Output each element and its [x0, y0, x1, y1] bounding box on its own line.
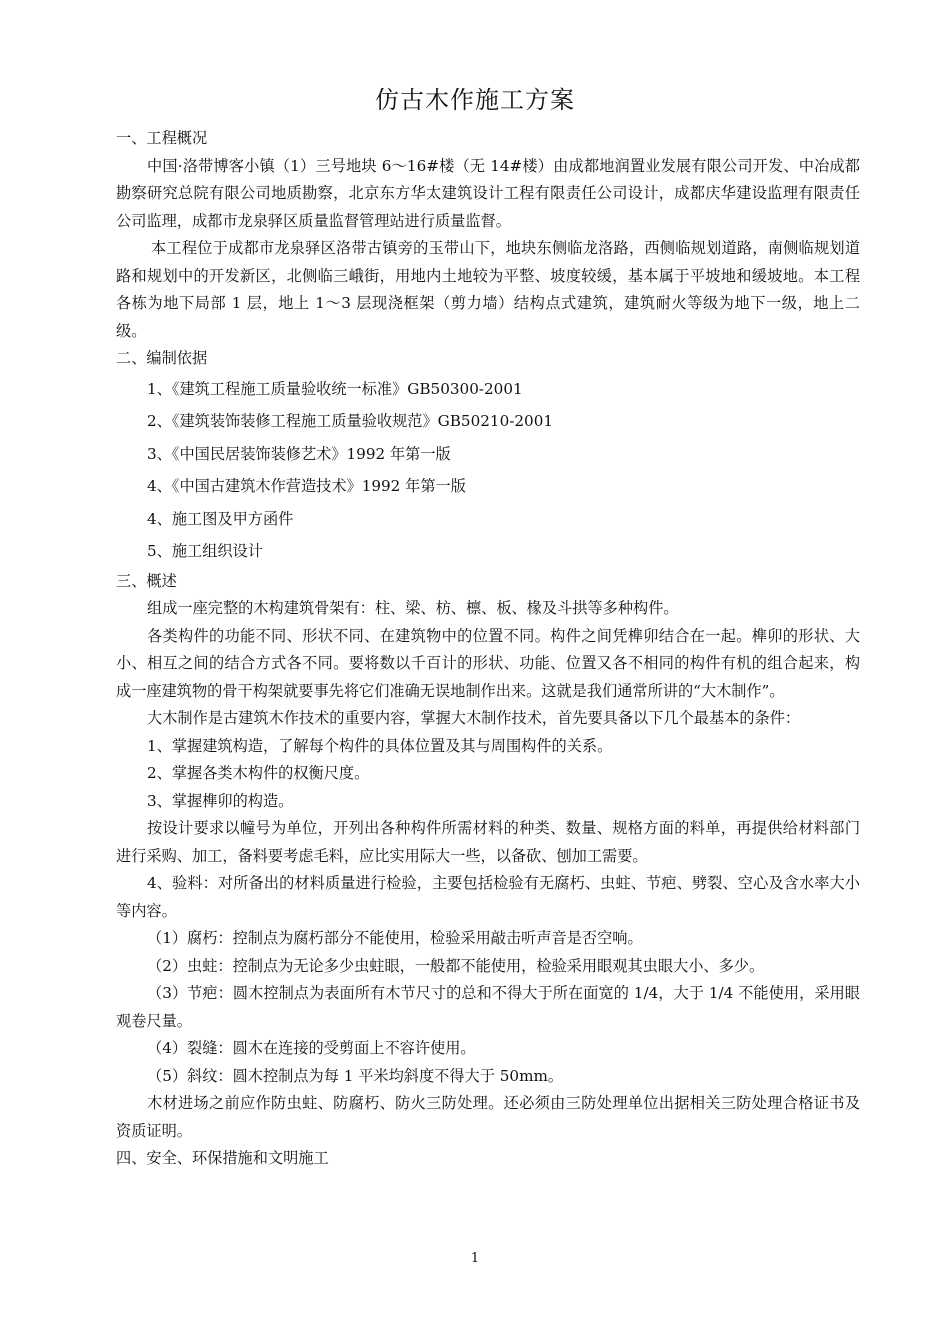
page-number: 1	[470, 1251, 480, 1266]
section-heading-overview: 一、工程概况	[116, 129, 208, 147]
document-title: 仿古木作施工方案	[375, 86, 575, 114]
inspection-item: （5）斜纹：圆木控制点为每 1 平米均斜度不得大于 50mm。	[147, 1066, 564, 1085]
condition-item: 2、掌握各类木构件的权衡尺度。	[147, 764, 370, 782]
reference-item: 4、《中国古建筑木作营造技术》1992 年第一版	[147, 477, 466, 495]
inspection-item: （4）裂缝：圆木在连接的受剪面上不容许使用。	[147, 1039, 476, 1057]
overview-paragraph-1: 中国·洛带博客小镇（1）三号地块 6～16#楼（无 14#楼）由成都地润置业发展有限公司开发、中冶成都勘察研究总院有限公司地质勘察，北京东方华太建筑设计工程有限责任公司设计，成都庆华建设监理有限责任公司监理，成都市龙泉驿区质量监督管理站进行质量监督。	[116, 156, 860, 230]
inspection-item: （3）节疤：圆木控制点为表面所有木节尺寸的总和不得大于所在面宽的 1/4，大于 1/4 不能使用，采用眼观卷尺量。	[116, 984, 860, 1030]
overview-paragraph-2: 本工程位于成都市龙泉驿区洛带古镇旁的玉带山下，地块东侧临龙洛路，西侧临规划道路，南侧临规划道路和规划中的开发新区，北侧临三峨街，用地内土地较为平整、坡度较缓，基本属于平坡地和缓坡地。本工程各栋为地下局部 1 层，地上 1～3 层现浇框架（剪力墙）结构点式建筑，建筑耐火等级为地下一级，地上二级。	[116, 239, 860, 340]
reference-item: 4、施工图及甲方函件	[147, 509, 294, 528]
summary-paragraph-3: 大木制作是古建筑木作技术的重要内容，掌握大木制作技术，首先要具备以下几个最基本的条件：	[147, 709, 801, 727]
condition-item: 3、掌握榫卯的构造。	[147, 791, 294, 810]
condition-item: 1、掌握建筑构造，了解每个构件的具体位置及其与周围构件的关系。	[147, 736, 613, 755]
summary-paragraph-2: 各类构件的功能不同、形状不同、在建筑物中的位置不同。构件之间凭榫卯结合在一起。榫卯的形状、大小、相互之间的结合方式各不同。要将数以千百计的形状、功能、位置又各不相同的构件有机的组合起来，构成一座建筑物的骨干构架就要事先将它们准确无误地制作出来。这就是我们通常所讲的“大木制作”。	[116, 626, 860, 700]
reference-item: 2、《建筑装饰装修工程施工质量验收规范》GB50210-2001	[147, 412, 554, 430]
summary-paragraph-1: 组成一座完整的木构建筑骨架有：柱、梁、枋、檩、板、椽及斗拱等多种构件。	[147, 599, 679, 617]
inspection-item: （2）虫蛀：控制点为无论多少虫蛀眼，一般都不能使用，检验采用眼观其虫眼大小、多少。	[147, 956, 765, 975]
summary-paragraph-4: 按设计要求以幢号为单位，开列出各种构件所需材料的种类、数量、规格方面的料单，再提供给材料部门进行采购、加工，备料要考虑毛料，应比实用际大一些，以备砍、刨加工需要。	[116, 819, 860, 865]
inspection-item: （1）腐朽：控制点为腐朽部分不能使用，检验采用敲击听声音是否空响。	[147, 929, 643, 947]
section-heading-safety: 四、安全、环保措施和文明施工	[116, 1149, 329, 1167]
reference-item: 1、《建筑工程施工质量验收统一标准》GB50300-2001	[147, 379, 523, 398]
summary-paragraph-6: 木材进场之前应作防虫蛀、防腐朽、防火三防处理。还必须由三防处理单位出据相关三防处理合格证书及资质证明。	[116, 1094, 860, 1140]
document-body	[116, 125, 860, 1173]
reference-item: 3、《中国民居装饰装修艺术》1992 年第一版	[147, 444, 451, 463]
summary-paragraph-5: 4、验料：对所备出的材料质量进行检验，主要包括检验有无腐朽、虫蛀、节疤、劈裂、空心及含水率大小等内容。	[116, 874, 860, 920]
section-heading-summary: 三、概述	[116, 571, 177, 590]
section-heading-basis: 二、编制依据	[116, 349, 208, 367]
reference-item: 5、施工组织设计	[147, 542, 263, 560]
